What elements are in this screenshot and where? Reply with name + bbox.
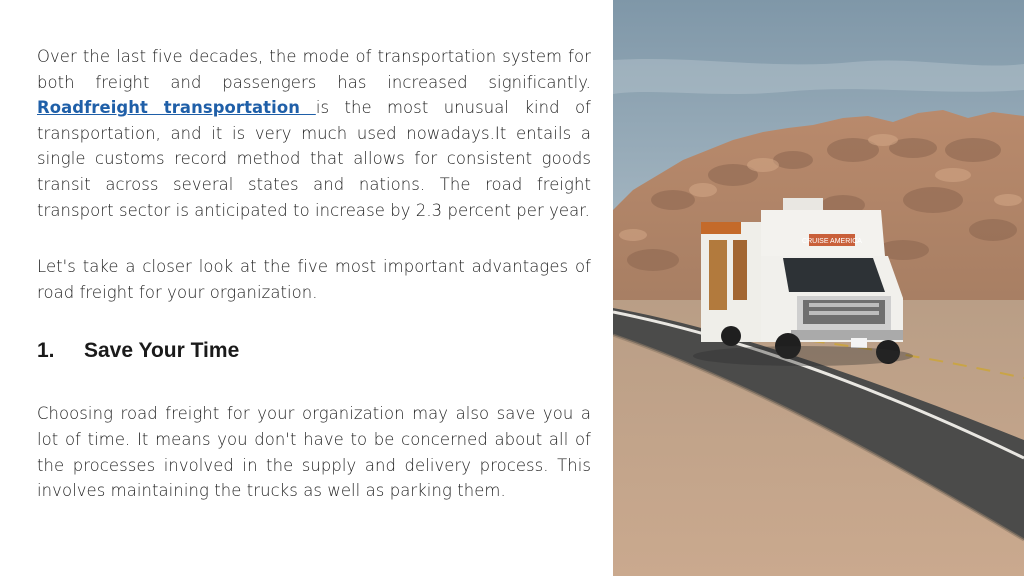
section-body-paragraph: Choosing road freight for your organization may also save you a lot of time. It means you don't have to be concerned about all of the processes involved in the supply and delivery process. This involves maintaining the trucks as well as parking them. [37,404,591,501]
road-freight-link[interactable]: Roadfreight transportation [37,98,316,118]
section-title: Save Your Time [84,339,240,363]
intro-text-after-link: is the most unusual kind of transportation, and it is very much used nowadays.It entails a single customs record method that allows for consistent goods transit across several states and nations. The road freight transport sector is anticipated to increase by 2.3 percent per year. [37,98,592,220]
section-heading [37,339,591,363]
rv-vehicle [693,198,913,366]
rv-sign-text: CRUISE AMERICA [802,238,862,245]
rv-desert-road-photo [613,0,1024,576]
lead-paragraph: Let's take a closer look at the five most important advantages of road freight for your organization. [37,257,591,302]
intro-paragraph [37,44,591,223]
intro-text-before-link: Over the last five decades, the mode of transportation system for both freight and passengers has increased significantly. [37,47,591,92]
article-text-column [37,44,591,504]
section-number: 1. [37,339,55,363]
